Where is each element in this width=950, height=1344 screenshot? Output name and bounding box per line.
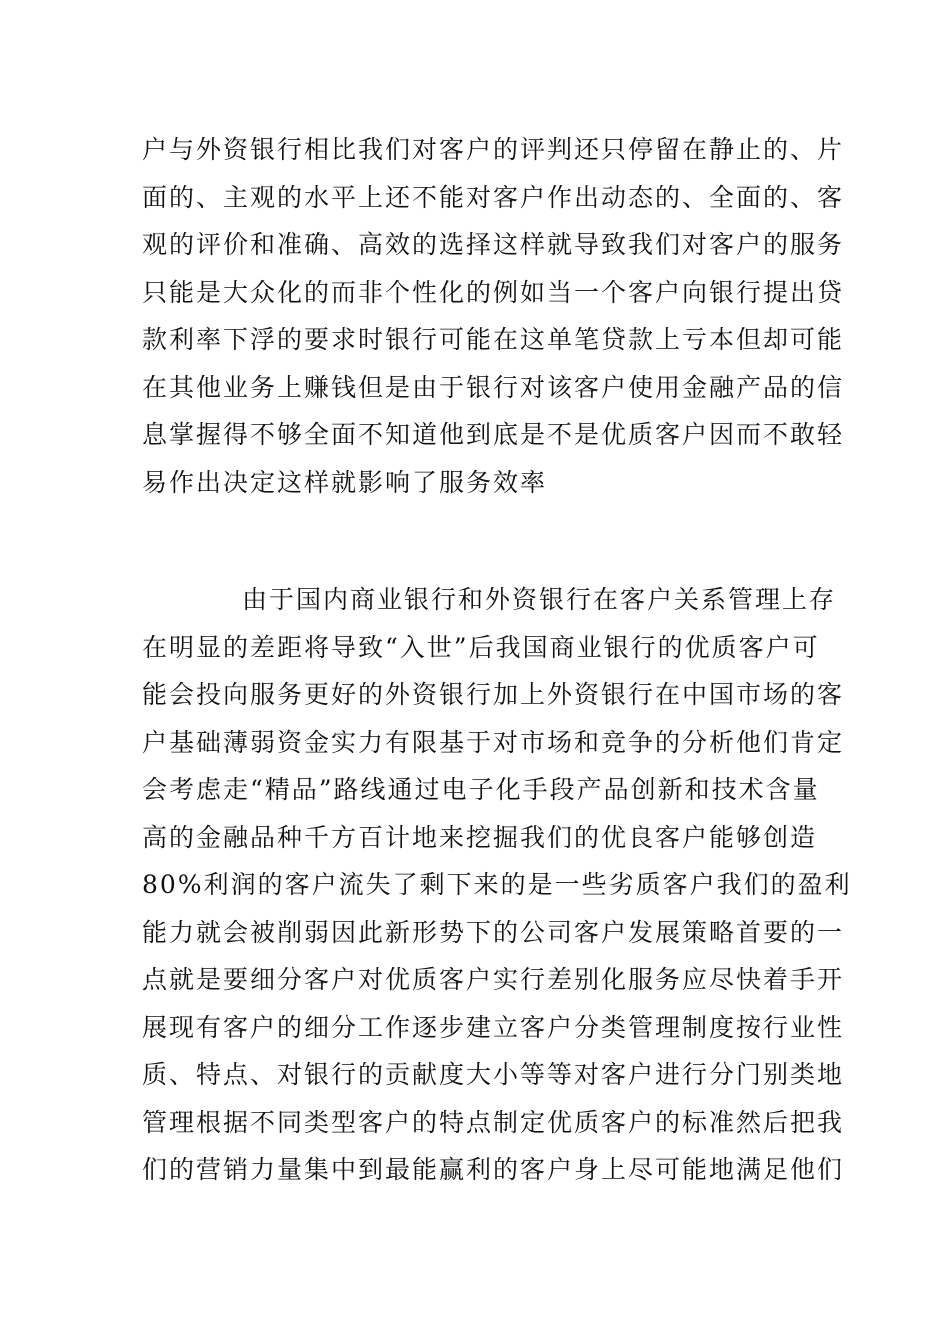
paragraph-line: 会考虑走“精品”路线通过电子化手段产品创新和技术含量 — [142, 775, 820, 804]
paragraph-line: 管理根据不同类型客户的特点制定优质客户的标准然后把我 — [142, 1107, 845, 1137]
paragraph-line: 在其他业务上赚钱但是由于银行对该客户使用金融产品的信 — [142, 372, 845, 402]
paragraph-line: 展现有客户的细分工作逐步建立客户分类管理制度按行业性 — [142, 1012, 845, 1042]
paragraph-line: 质、特点、对银行的贡献度大小等等对客户进行分门别类地 — [142, 1060, 845, 1089]
paragraph-line: 能力就会被削弱因此新形势下的公司客户发展策略首要的一 — [142, 917, 845, 947]
paragraph-line: 能会投向服务更好的外资银行加上外资银行在中国市场的客 — [142, 680, 845, 709]
paragraph-line: 易作出决定这样就影响了服务效率 — [142, 467, 548, 497]
paragraph-line: 们的营销力量集中到最能赢利的客户身上尽可能地满足他们 — [142, 1155, 845, 1184]
paragraph-line: 面的、主观的水平上还不能对客户作出动态的、全面的、客 — [142, 182, 845, 212]
paragraph-1 — [142, 126, 845, 506]
paragraph-first-line: 由于国内商业银行和外资银行在客户关系管理上存 — [242, 585, 837, 614]
paragraph-line: 息掌握得不够全面不知道他到底是不是优质客户因而不敢轻 — [142, 420, 845, 449]
paragraph-line: 高的金融品种千方百计地来挖掘我们的优良客户能够创造 — [142, 822, 818, 852]
paragraph-2 — [142, 576, 852, 1194]
paragraph-line: 款利率下浮的要求时银行可能在这单笔贷款上亏本但却可能 — [142, 325, 845, 354]
paragraph-line: 户基础薄弱资金实力有限基于对市场和竞争的分析他们肯定 — [142, 727, 845, 757]
paragraph-line: 观的评价和准确、高效的选择这样就导致我们对客户的服务 — [142, 230, 845, 259]
paragraph-line: 点就是要细分客户对优质客户实行差别化服务应尽快着手开 — [142, 965, 845, 994]
paragraph-line: 户与外资银行相比我们对客户的评判还只停留在静止的、片 — [142, 135, 845, 164]
paragraph-line: 在明显的差距将导致“入世”后我国商业银行的优质客户可 — [142, 632, 820, 662]
paragraph-line: 只能是大众化的而非个性化的例如当一个客户向银行提出贷 — [142, 277, 845, 307]
paragraph-line: 80%利润的客户流失了剩下来的是一些劣质客户我们的盈利 — [142, 870, 852, 899]
